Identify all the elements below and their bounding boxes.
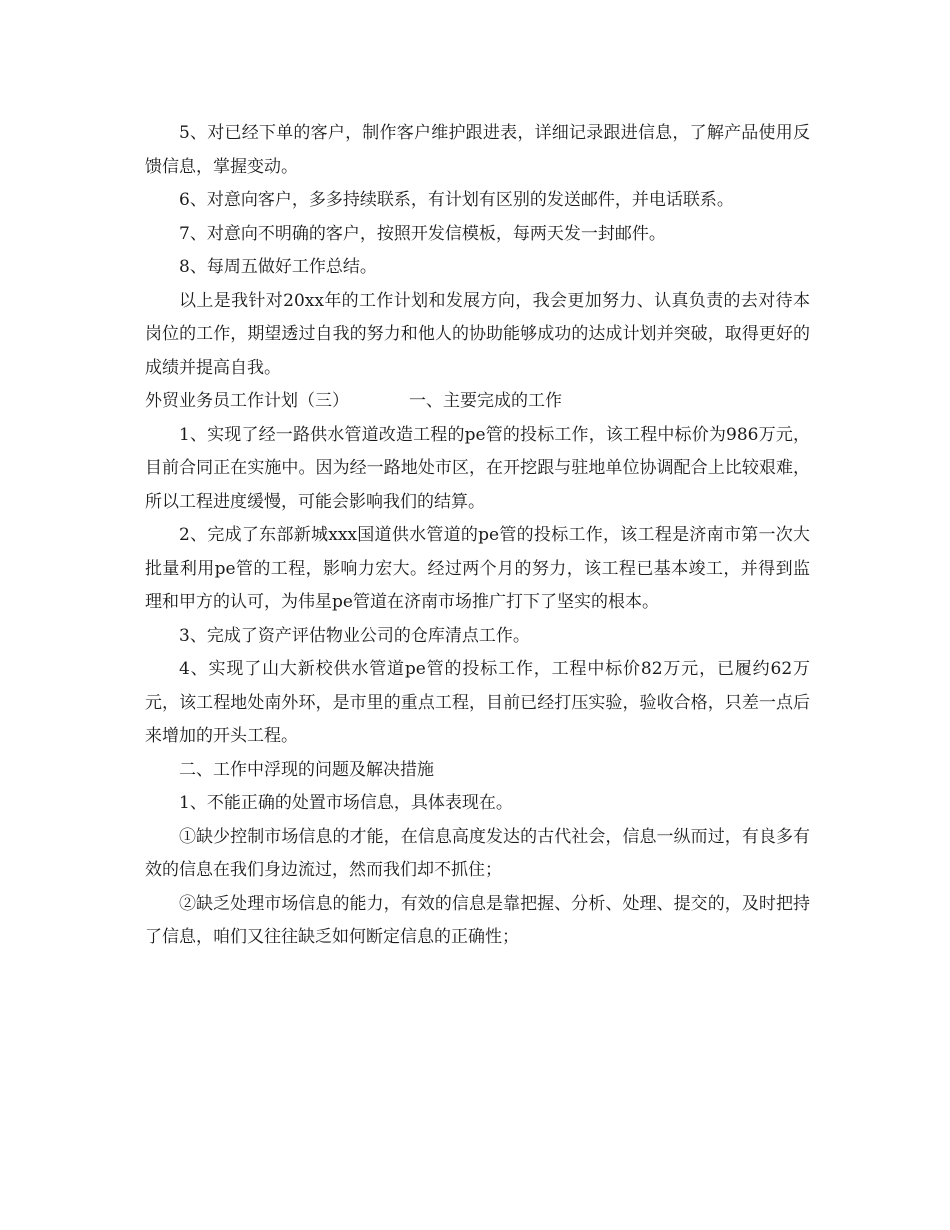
paragraph: 8、每周五做好工作总结。 (179, 257, 377, 277)
paragraph: 6、对意向客户，多多持续联系，有计划有区别的发送邮件，并电话联系。 (179, 190, 734, 210)
paragraph: ②缺乏处理市场信息的能力，有效的信息是靠把握、分析、处理、提交的，及时把持了信息，咱们又往往缺乏如何断定信息的正确性； (145, 893, 810, 947)
paragraph: 7、对意向不明确的客户，按照开发信模板，每两天发一封邮件。 (179, 223, 666, 244)
paragraph: 2、完成了东部新城xxx国道供水管道的pe管的投标工作，该工程是济南市第一次大批量利用pe管的工程，影响力宏大。经过两个月的努力，该工程已基本竣工，并得到监理和甲方的认可，为伟星pe管道在济南市场推广打下了坚实的根本。 (145, 525, 810, 612)
paragraph: 5、对已经下单的客户，制作客户维护跟进表，详细记录跟进信息，了解产品使用反馈信息，掌握变动。 (145, 123, 810, 177)
paragraph: 1、不能正确的处置市场信息，具体表现在。 (179, 793, 513, 813)
section-subtitle: 一、主要完成的工作 (409, 391, 562, 411)
paragraph: 以上是我针对20xx年的工作计划和发展方向，我会更加努力、认真负责的去对待本岗位的工作，期望透过自我的努力和他人的协助能够成功的达成计划并突破，取得更好的成绩并提高自我。 (145, 290, 810, 378)
section-title: 外贸业务员工作计划（三） (145, 391, 349, 411)
paragraph: 1、实现了经一路供水管道改造工程的pe管的投标工作，该工程中标价为986万元，目前合同正在实施中。因为经一路地处市区，在开挖跟与驻地单位协调配合上比较艰难，所以工程进度缓慢，可能会影响我们的结算。 (145, 424, 810, 512)
document-body (145, 117, 810, 955)
paragraph: 4、实现了山大新校供水管道pe管的投标工作，工程中标价82万元，已履约62万元，该工程地处南外环，是市里的重点工程，目前已经打压实验，验收合格，只差一点后来增加的开头工程。 (145, 659, 810, 746)
subheading: 二、工作中浮现的问题及解决措施 (179, 759, 434, 780)
paragraph: ①缺少控制市场信息的才能，在信息高度发达的古代社会，信息一纵而过，有良多有效的信息在我们身边流过，然而我们却不抓住； (145, 826, 810, 880)
section-heading (145, 385, 810, 419)
paragraph: 3、完成了资产评估物业公司的仓库清点工作。 (179, 625, 530, 646)
